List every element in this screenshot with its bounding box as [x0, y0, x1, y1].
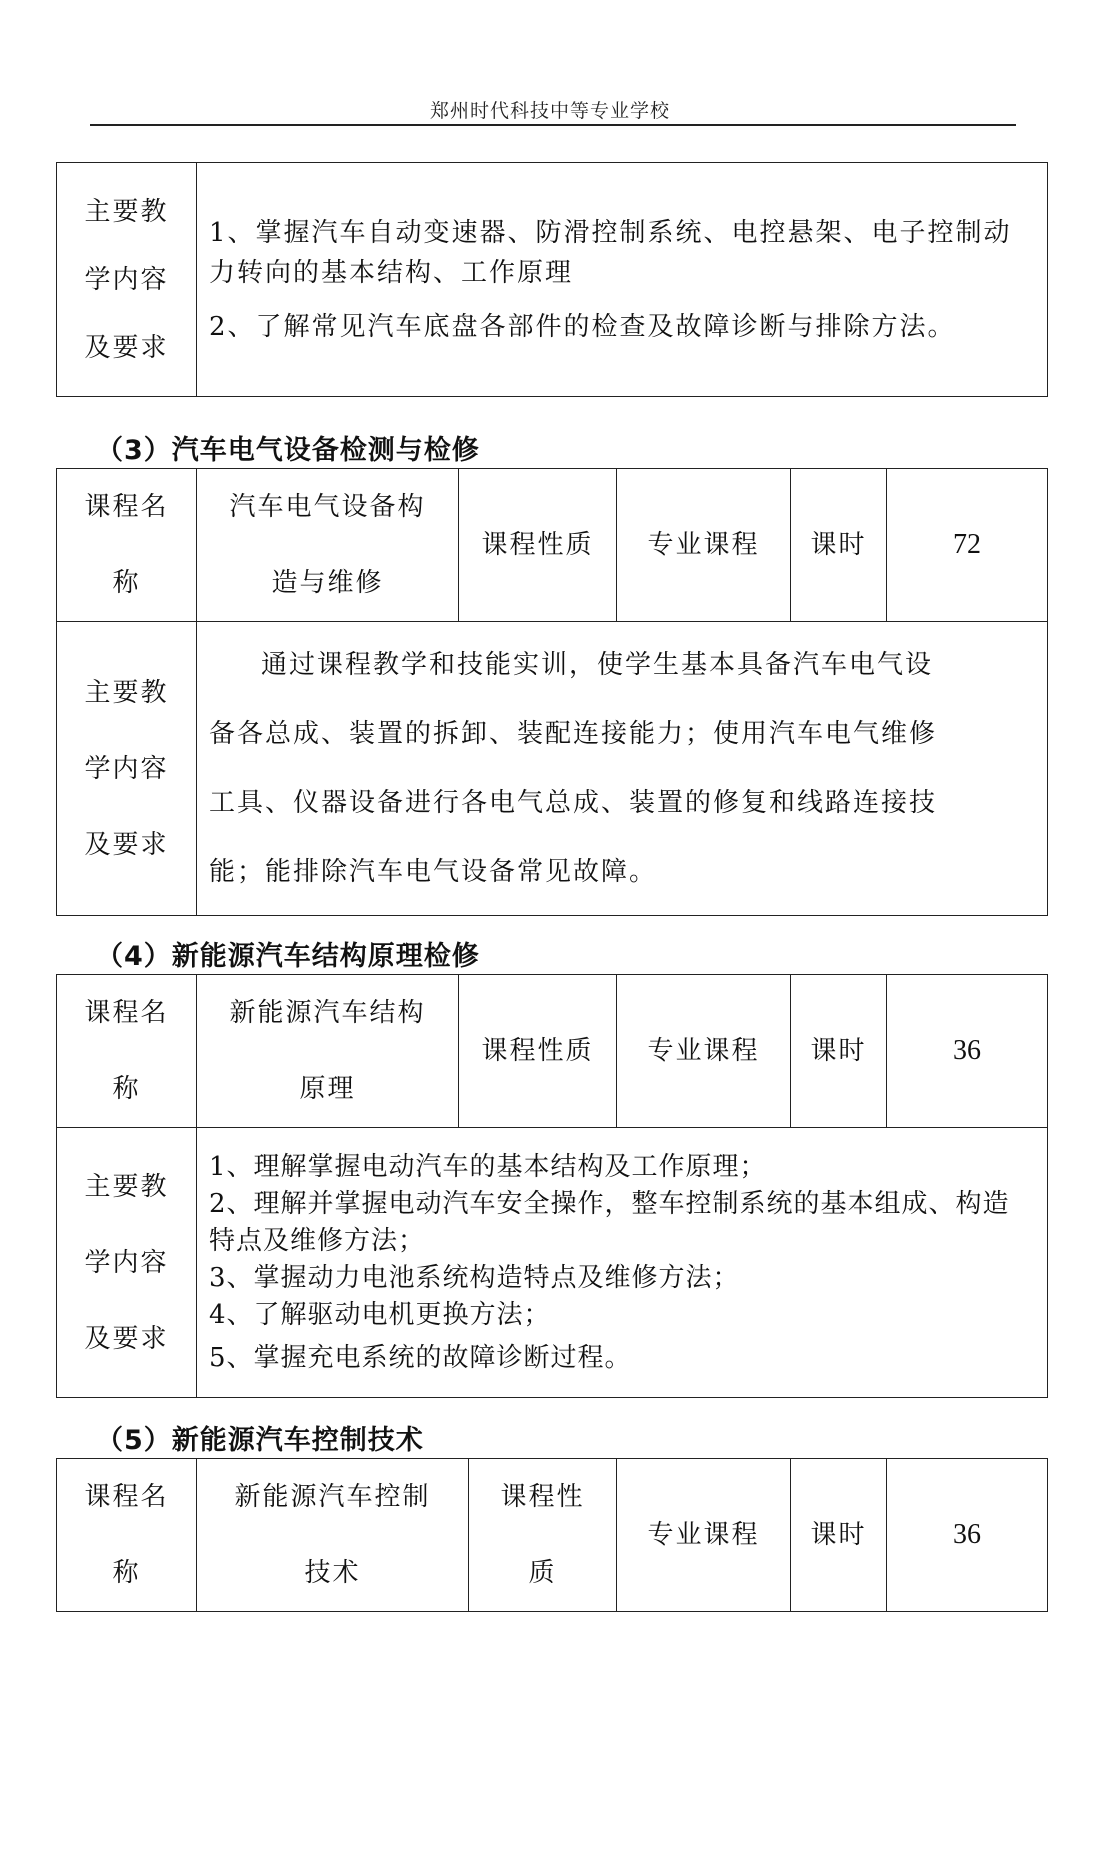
course-name-label-cell	[57, 469, 197, 622]
course-name-value: 汽车电气设备构	[229, 492, 426, 522]
course-nature-label-cell	[469, 1459, 617, 1612]
course-name-label: 课程名	[84, 998, 169, 1028]
course-nature-label: 课程性质	[459, 975, 617, 1128]
course-name-label: 课程名	[84, 492, 169, 522]
content-item: 2、了解常见汽车底盘各部件的检查及故障诊断与排除方法。	[209, 311, 956, 342]
course-hours-value: 36	[887, 975, 1048, 1128]
course-name-value: 原理	[299, 1074, 356, 1104]
course-hours-label: 课时	[791, 1459, 887, 1612]
content-label-line: 及要求	[84, 1323, 169, 1354]
course-hours-value: 72	[887, 469, 1048, 622]
content-line: 能；能排除汽车电气设备常见故障。	[209, 856, 658, 887]
content-item: 1、掌握汽车自动变速器、防滑控制系统、电控悬架、电子控制动力转向的基本结构、工作原理	[209, 217, 1012, 288]
course-name-value: 新能源汽车结构	[229, 998, 426, 1028]
content-label-cell	[57, 163, 197, 397]
course-nature-value: 专业课程	[617, 1459, 791, 1612]
course-name-cell	[197, 469, 459, 622]
content-label-line: 及要求	[84, 332, 169, 363]
content-line: 通过课程教学和技能实训，使学生基本具备汽车电气设	[261, 649, 934, 680]
content-item: 3、掌握动力电池系统构造特点及维修方法；	[209, 1262, 740, 1293]
course-name-value: 新能源汽车控制	[234, 1482, 431, 1512]
course-nature-label: 课程性	[500, 1482, 585, 1512]
course-name-cell	[197, 975, 459, 1128]
section-heading-5: （5）新能源汽车控制技术	[96, 1425, 424, 1456]
course-name-value: 技术	[304, 1558, 361, 1588]
course-table-5	[56, 1458, 1048, 1612]
course-nature-label: 课程性质	[459, 469, 617, 622]
course-nature-value: 专业课程	[617, 975, 791, 1128]
course-name-label: 称	[112, 1074, 141, 1104]
course-name-label: 称	[112, 1558, 141, 1588]
course-table-4	[56, 974, 1048, 1398]
page-header-school: 郑州时代科技中等专业学校	[429, 100, 670, 122]
content-label-line: 主要教	[84, 196, 169, 227]
content-text-cell	[197, 622, 1048, 916]
content-label-line: 学内容	[84, 1247, 169, 1278]
content-label-cell	[57, 622, 197, 916]
course-name-label: 课程名	[84, 1482, 169, 1512]
header-divider	[90, 124, 1016, 126]
content-text-cell	[197, 163, 1048, 397]
course-nature-value: 专业课程	[617, 469, 791, 622]
content-item: 5、掌握充电系统的故障诊断过程。	[209, 1342, 632, 1373]
content-label-cell	[57, 1128, 197, 1398]
content-label-line: 学内容	[84, 753, 169, 784]
content-item: 1、理解掌握电动汽车的基本结构及工作原理；	[209, 1151, 767, 1182]
content-label-line: 学内容	[84, 264, 169, 295]
course-table-3	[56, 468, 1048, 916]
course-name-label: 称	[112, 568, 141, 598]
course-nature-label: 质	[528, 1558, 557, 1588]
content-label-line: 主要教	[84, 1171, 169, 1202]
section-heading-4: （4）新能源汽车结构原理检修	[96, 941, 480, 972]
course-name-value: 造与维修	[271, 568, 384, 598]
content-line: 备各总成、装置的拆卸、装配连接能力；使用汽车电气维修	[209, 718, 938, 749]
course-name-label-cell	[57, 1459, 197, 1612]
section-heading-3: （3）汽车电气设备检测与检修	[96, 435, 480, 466]
course-name-cell	[197, 1459, 469, 1612]
course-hours-label: 课时	[791, 975, 887, 1128]
content-label-line: 及要求	[84, 829, 169, 860]
course-name-label-cell	[57, 975, 197, 1128]
content-item: 2、理解并掌握电动汽车安全操作，整车控制系统的基本组成、构造特点及维修方法；	[209, 1188, 1010, 1256]
content-label-line: 主要教	[84, 677, 169, 708]
content-text-cell	[197, 1128, 1048, 1398]
content-item: 4、了解驱动电机更换方法；	[209, 1299, 551, 1330]
content-line: 工具、仪器设备进行各电气总成、装置的修复和线路连接技	[209, 787, 938, 818]
course-hours-label: 课时	[791, 469, 887, 622]
top-course-content-table	[56, 162, 1048, 397]
course-hours-value: 36	[887, 1459, 1048, 1612]
